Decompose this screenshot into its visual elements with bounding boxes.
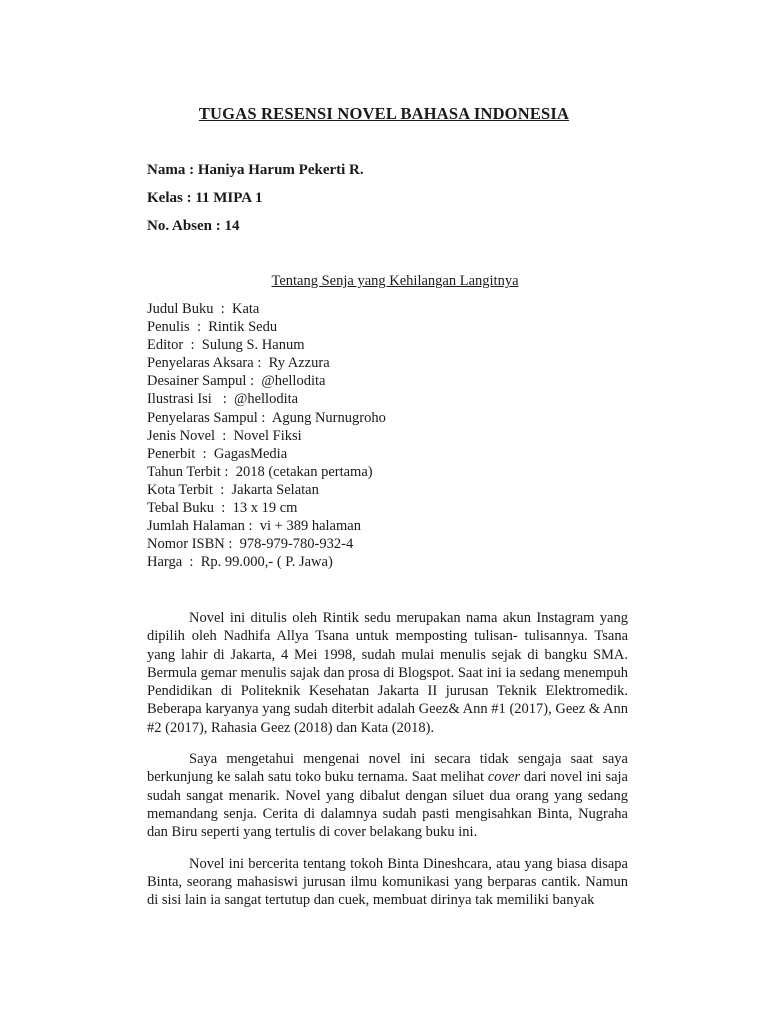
student-absen: No. Absen : 14 [147, 218, 240, 234]
book-detail-kota-terbit: Kota Terbit : Jakarta Selatan [147, 481, 319, 498]
review-body [147, 609, 628, 909]
book-detail-tahun-terbit: Tahun Terbit : 2018 (cetakan pertama) [147, 463, 373, 480]
book-detail-tebal-buku: Tebal Buku : 13 x 19 cm [147, 500, 298, 517]
cover-emphasis: cover [487, 769, 521, 786]
paragraph-author: Novel ini ditulis oleh Rintik sedu merupakan nama akun Instagram yang dipilih oleh Nadhifa Allya Tsana untuk memposting tulisan- tulisannya. Tsana yang lahir di Jakarta, 4 Mei 1998, sudah mulai menulis sejak di bangku SMA. Bermula gemar menulis sajak dan prosa di Blogspot. Saat ini ia sedang menempuh Pendidikan di Politeknik Kesehatan Jakarta II jurusan Teknik Elektromedik. Beberapa karyanya yang sudah diterbit adalah Geez& Ann #1 (2017), Geez & Ann #2 (2017), Rahasia Geez (2018) dan Kata (2018). [147, 610, 628, 736]
book-detail-penyelaras-sampul: Penyelaras Sampul : Agung Nurnugroho [147, 409, 386, 426]
book-detail-judul: Judul Buku : Kata [147, 301, 260, 317]
paragraph-story: Novel ini bercerita tentang tokoh Binta Dineshcara, atau yang biasa disapa Binta, seorang mahasiswi jurusan ilmu komunikasi yang berparas cantik. Namun di sisi lain ia sangat tertutup dan cuek, membuat dirinya tak memiliki banyak [147, 855, 628, 909]
book-detail-jenis-novel: Jenis Novel : Novel Fiksi [147, 427, 302, 444]
document-title: TUGAS RESENSI NOVEL BAHASA INDONESIA [198, 104, 570, 123]
paragraph-discovery-text-2: dari novel ini saja sudah sangat menarik. Novel yang dibalut dengan siluet dua orang yang sedang memandang senja. Cerita di dalamnya sudah pasti mengisahkan Binta, Nugraha dan Biru seperti yang tertulis di cover belakang buku ini. [147, 769, 628, 841]
review-title: Tentang Senja yang Kehilangan Langitnya [271, 273, 519, 289]
book-detail-desainer-sampul: Desainer Sampul : @hellodita [147, 373, 326, 390]
book-detail-penerbit: Penerbit : GagasMedia [147, 445, 288, 462]
book-detail-jumlah-halaman: Jumlah Halaman : vi + 389 halaman [147, 518, 361, 535]
paragraph-discovery [147, 750, 628, 841]
book-details-list [147, 300, 386, 571]
book-detail-penyelaras-aksara: Penyelaras Aksara : Ry Azzura [147, 355, 330, 372]
book-detail-harga: Harga : Rp. 99.000,- ( P. Jawa) [147, 554, 333, 571]
student-name: Nama : Haniya Harum Pekerti R. [147, 162, 364, 178]
paragraph-discovery-text-1: Saya mengetahui mengenai novel ini secara tidak sengaja saat saya berkunjung ke salah satu toko buku ternama. Saat melihat [147, 751, 628, 786]
student-class: Kelas : 11 MIPA 1 [147, 190, 263, 206]
book-detail-penulis: Penulis : Rintik Sedu [147, 319, 278, 336]
book-detail-editor: Editor : Sulung S. Hanum [147, 337, 305, 354]
book-detail-isbn: Nomor ISBN : 978-979-780-932-4 [147, 536, 354, 553]
book-detail-ilustrasi-isi: Ilustrasi Isi : @hellodita [147, 391, 299, 408]
